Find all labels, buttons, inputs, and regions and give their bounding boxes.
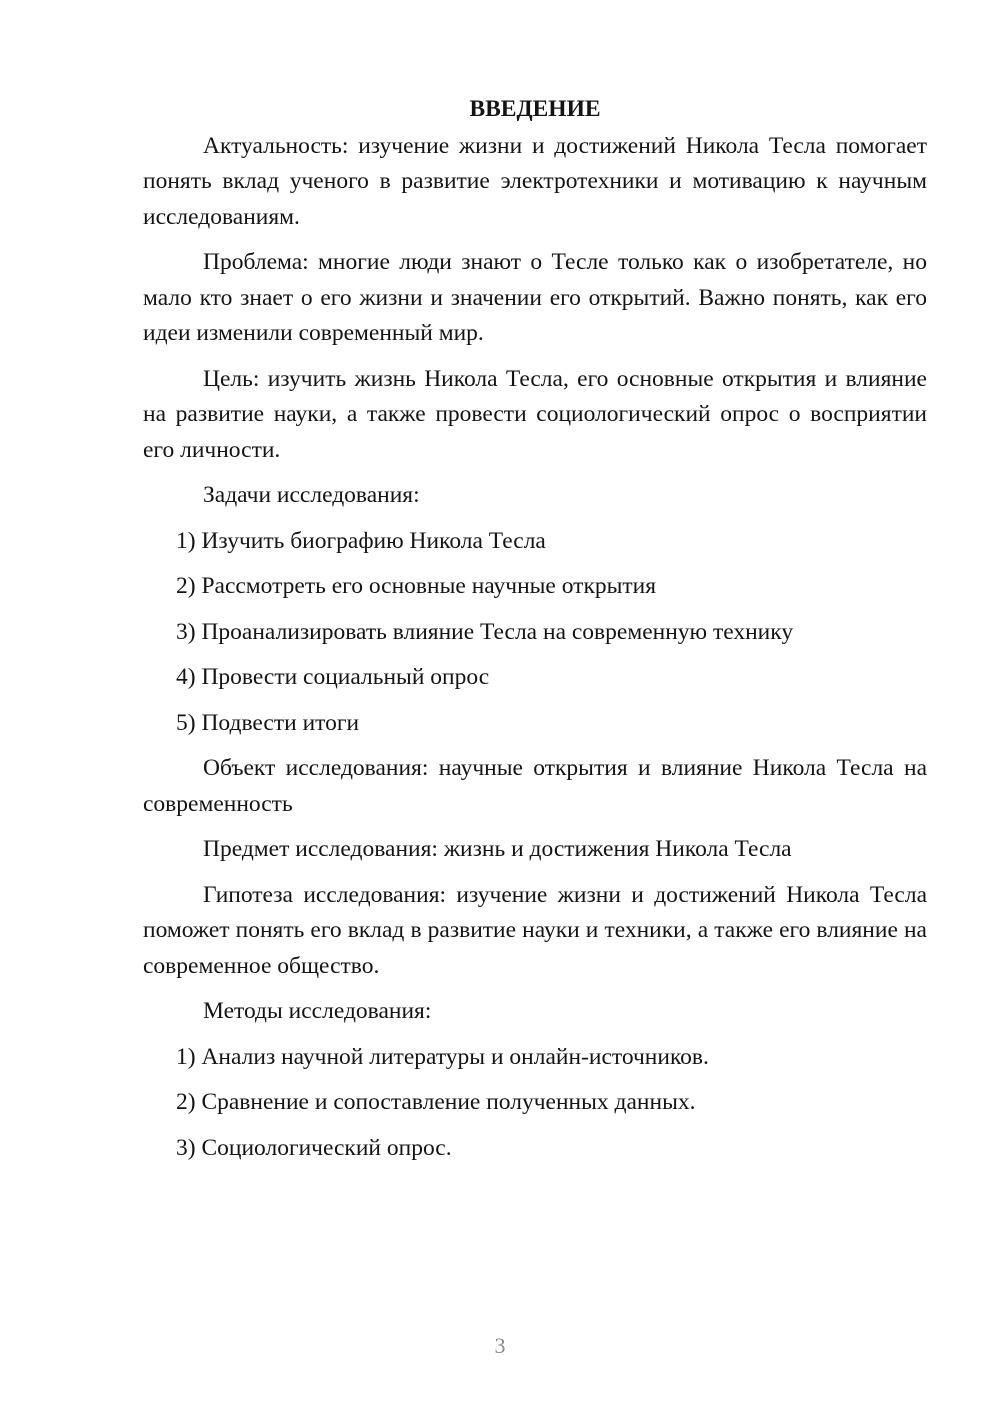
list-item: 3) Социологический опрос. bbox=[176, 1134, 452, 1161]
section-heading: ВВЕДЕНИЕ bbox=[469, 96, 601, 122]
list-item: 1) Изучить биографию Никола Тесла bbox=[176, 527, 546, 554]
page-number: 3 bbox=[494, 1333, 506, 1358]
tasks-title: Задачи исследования: bbox=[203, 482, 420, 508]
methods-list bbox=[143, 1040, 927, 1167]
methods-title: Методы исследования: bbox=[203, 998, 432, 1024]
paragraph-subject: Предмет исследования: жизнь и достижения Никола Тесла bbox=[203, 836, 792, 862]
paragraph-problem: Проблема: многие люди знают о Тесле только как о изобретателе, но мало кто знает о его жизни и значении его открытий. Важно понять, как его идеи изменили современный мир. bbox=[143, 249, 927, 346]
list-item: 5) Подвести итоги bbox=[176, 709, 360, 736]
paragraph-object: Объект исследования: научные открытия и влияние Никола Тесла на современность bbox=[143, 755, 927, 817]
list-item: 2) Рассмотреть его основные научные открытия bbox=[176, 573, 657, 599]
list-item: 1) Анализ научной литературы и онлайн-источников. bbox=[176, 1043, 709, 1070]
page-content bbox=[143, 92, 927, 1176]
paragraph-goal: Цель: изучить жизнь Никола Тесла, его основные открытия и влияние на развитие науки, а также провести социологический опрос о восприятии его личности. bbox=[143, 365, 927, 463]
list-item: 3) Проанализировать влияние Тесла на современную технику bbox=[176, 618, 794, 645]
paragraph-hypothesis: Гипотеза исследования: изучение жизни и достижений Никола Тесла поможет понять его вклад в развитие науки и техники, а также его влияние на современное общество. bbox=[143, 881, 927, 979]
list-item: 2) Сравнение и сопоставление полученных данных. bbox=[176, 1089, 696, 1115]
paragraph-relevance: Актуальность: изучение жизни и достижений Никола Тесла помогает понять вклад ученого в развитие электротехники и мотивацию к научным исследованиям. bbox=[143, 132, 927, 230]
list-item: 4) Провести социальный опрос bbox=[176, 664, 490, 690]
tasks-list bbox=[143, 524, 927, 742]
